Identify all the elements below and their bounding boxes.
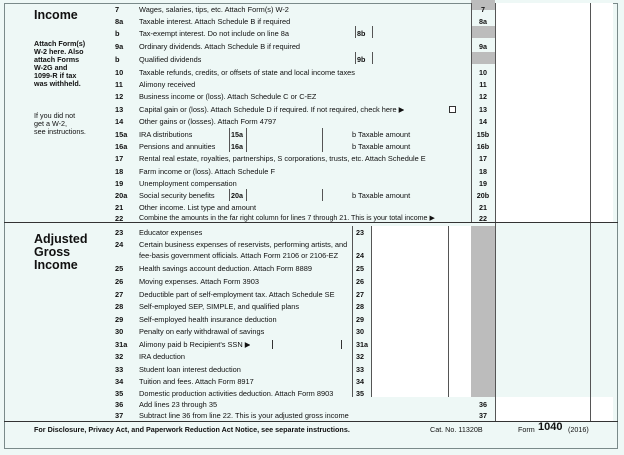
line-number: 12: [115, 92, 124, 101]
line-text: Certain business expenses of reservists, performing artists, and: [139, 240, 348, 249]
side-note-attach-5: 1099-R if tax: [34, 71, 77, 80]
line-text: Penalty on early withdrawal of savings: [139, 327, 265, 336]
inline-box-label: 16a: [231, 142, 243, 151]
mid-line-number: 28: [356, 302, 364, 311]
recipient-ssn-field[interactable]: [272, 340, 342, 349]
line-number: 27: [115, 290, 124, 299]
line-number: 25: [115, 264, 124, 273]
line-number: 11: [115, 80, 123, 89]
line-30: [0, 326, 624, 337]
line-text: Alimony received: [139, 80, 196, 89]
side-note-w2-2: get a W-2,: [34, 119, 68, 128]
line-text: Other gains or (losses). Attach Form 4797: [139, 117, 277, 126]
taxable-amount-label: b Taxable amount: [352, 191, 411, 200]
side-note-w2-1: If you did not: [34, 111, 76, 120]
line-text: Alimony paid b Recipient's SSN ▶: [139, 340, 251, 349]
line-number: 18: [115, 167, 124, 176]
right-line-number: 17: [479, 154, 487, 163]
line-text: Moving expenses. Attach Form 3903: [139, 277, 259, 286]
right-line-number: 13: [479, 105, 487, 114]
line-number: 24: [115, 240, 124, 249]
side-note-attach-6: was withheld.: [34, 79, 81, 88]
line-text: fee-basis government officials. Attach Form 2106 or 2106-EZ: [139, 251, 339, 260]
line-29: [0, 314, 624, 325]
section-title-adjusted-2: Gross: [34, 245, 71, 259]
line-26: [0, 276, 624, 287]
side-note-attach-1: Attach Form(s): [34, 39, 86, 48]
right-line-number: 22: [479, 214, 487, 223]
line-number: 37: [115, 411, 124, 420]
line-text: IRA deduction: [139, 352, 186, 361]
line-text: Deductible part of self-employment tax. Attach Schedule SE: [139, 290, 335, 299]
line-19: [0, 178, 624, 189]
line-8b: [0, 28, 624, 39]
line-9a: [0, 41, 624, 52]
line-number: 13: [115, 105, 124, 114]
line-10: [0, 67, 624, 78]
line-text: Add lines 23 through 35: [139, 400, 218, 409]
line-number: 17: [115, 154, 124, 163]
section-title-income: Income: [34, 8, 78, 22]
line-number: 14: [115, 117, 124, 126]
footer-form-word: Form: [518, 425, 535, 434]
line-number: b: [115, 55, 120, 64]
line-text: Business income or (loss). Attach Schedule C or C-EZ: [139, 92, 317, 101]
line-11: [0, 79, 624, 90]
line-number: 26: [115, 277, 124, 286]
line-number: 35: [115, 389, 124, 398]
right-line-number: 10: [479, 68, 487, 77]
line-text: Capital gain or (loss). Attach Schedule D if required. If not required, check here ▶: [139, 105, 405, 114]
mid-line-number: 26: [356, 277, 364, 286]
line-number: 22: [115, 214, 124, 223]
section-title-adjusted-3: Income: [34, 258, 78, 272]
right-line-number: 11: [479, 80, 487, 89]
line-text: Qualified dividends: [139, 55, 202, 64]
line-25: [0, 263, 624, 274]
line-number: b: [115, 29, 120, 38]
line-text: Combine the amounts in the far right column for lines 7 through 21. This is your total income ▶: [139, 214, 435, 222]
line-number: 19: [115, 179, 124, 188]
line-21: [0, 202, 624, 213]
right-line-number: 19: [479, 179, 487, 188]
line-text: Self-employed SEP, SIMPLE, and qualified plans: [139, 302, 300, 311]
taxable-amount-label: b Taxable amount: [352, 142, 411, 151]
line-number: 10: [115, 68, 124, 77]
mid-line-number: 34: [356, 377, 364, 386]
right-line-number: 21: [479, 203, 487, 212]
right-line-number: 37: [479, 411, 487, 420]
line-number: 36: [115, 400, 124, 409]
footer-year: (2016): [568, 425, 589, 434]
line-text: Wages, salaries, tips, etc. Attach Form(s) W-2: [139, 5, 289, 14]
mid-line-number: 35: [356, 389, 364, 398]
line-number: 29: [115, 315, 124, 324]
line-number: 23: [115, 228, 124, 237]
mid-line-number: 9b: [357, 55, 366, 64]
line-text: IRA distributions: [139, 130, 193, 139]
right-line-number: 9a: [479, 42, 487, 51]
line-17: [0, 153, 624, 164]
line-text: Unemployment compensation: [139, 179, 237, 188]
line-number: 32: [115, 352, 124, 361]
line-text: Subtract line 36 from line 22. This is your adjusted gross income: [139, 411, 349, 420]
line-text: Farm income or (loss). Attach Schedule F: [139, 167, 275, 176]
right-line-number: 20b: [476, 191, 490, 200]
line-text: Student loan interest deduction: [139, 365, 241, 374]
mid-line-number: 8b: [357, 29, 366, 38]
line-text: Domestic production activities deduction. Attach Form 8903: [139, 389, 334, 398]
right-line-number: 36: [479, 400, 487, 409]
line-9b: [0, 54, 624, 65]
line-text: Social security benefits: [139, 191, 215, 200]
line-text: Ordinary dividends. Attach Schedule B if required: [139, 42, 301, 51]
line-36: [0, 399, 624, 410]
line-number: 15a: [115, 130, 128, 139]
footer-form-number: 1040: [538, 421, 563, 433]
line-22: [0, 213, 624, 224]
line-24-cont: [0, 250, 624, 261]
line-text: Tuition and fees. Attach Form 8917: [139, 377, 254, 386]
line-14: [0, 116, 624, 127]
line-15: [0, 129, 624, 140]
taxable-amount-label: b Taxable amount: [352, 130, 411, 139]
line-number: 7: [115, 5, 120, 14]
line-number: 34: [115, 377, 124, 386]
line-text: Educator expenses: [139, 228, 203, 237]
line-text: Tax-exempt interest. Do not include on line 8a: [139, 29, 289, 38]
section-title-adjusted-1: Adjusted: [34, 232, 88, 246]
footer-cat-number: Cat. No. 11320B: [430, 425, 483, 434]
inline-box-label: 15a: [231, 130, 243, 139]
line-37: [0, 410, 624, 421]
line-35: [0, 388, 624, 399]
mid-line-number: 30: [356, 327, 364, 336]
line-number: 9a: [115, 42, 124, 51]
side-note-w2-3: see instructions.: [34, 127, 86, 136]
line-text: Self-employed health insurance deduction: [139, 315, 277, 324]
footer-disclosure: For Disclosure, Privacy Act, and Paperwork Reduction Act Notice, see separate instructions.: [34, 425, 350, 434]
side-note-attach-2: W-2 here. Also: [34, 47, 84, 56]
mid-line-number: 27: [356, 290, 364, 299]
right-line-number: 7: [481, 5, 485, 14]
right-line-number: 14: [479, 117, 487, 126]
mid-line-number: 33: [356, 365, 364, 374]
line-number: 8a: [115, 17, 124, 26]
capital-gain-checkbox[interactable]: [449, 106, 456, 113]
line-13: [0, 104, 624, 115]
line-number: 21: [115, 203, 124, 212]
line-text: Taxable interest. Attach Schedule B if required: [139, 17, 291, 26]
line-text: Pensions and annuities: [139, 142, 216, 151]
right-line-number: 12: [479, 92, 487, 101]
line-12: [0, 91, 624, 102]
line-33: [0, 364, 624, 375]
right-line-number: 8a: [479, 17, 487, 26]
line-16: [0, 141, 624, 152]
line-32: [0, 351, 624, 362]
line-23: [0, 227, 624, 238]
side-note-attach-4: W-2G and: [34, 63, 68, 72]
line-text: Rental real estate, royalties, partnerships, S corporations, trusts, etc. Attach Schedule E: [139, 154, 426, 163]
right-line-number: 15b: [476, 130, 490, 139]
mid-line-number: 23: [356, 228, 364, 237]
line-number: 28: [115, 302, 124, 311]
line-8a: [0, 16, 624, 27]
line-number: 31a: [115, 340, 128, 349]
side-note-attach-3: attach Forms: [34, 55, 80, 64]
line-34: [0, 376, 624, 387]
line-number: 30: [115, 327, 124, 336]
line-27: [0, 289, 624, 300]
mid-line-number: 32: [356, 352, 364, 361]
right-line-number: 16b: [476, 142, 490, 151]
mid-line-number: 24: [356, 251, 364, 260]
mid-line-number: 29: [356, 315, 364, 324]
line-24: [0, 239, 624, 250]
line-text: Taxable refunds, credits, or offsets of state and local income taxes: [139, 68, 355, 77]
line-18: [0, 166, 624, 177]
footer-divider: [4, 421, 618, 422]
line-28: [0, 301, 624, 312]
line-number: 20a: [115, 191, 128, 200]
right-line-number: 18: [479, 167, 487, 176]
inline-box-label: 20a: [231, 191, 243, 200]
line-31a: [0, 339, 624, 350]
line-20: [0, 190, 624, 201]
line-7: [0, 4, 624, 15]
line-text: Other income. List type and amount: [139, 203, 257, 212]
line-number: 33: [115, 365, 124, 374]
line-text: Health savings account deduction. Attach Form 8889: [139, 264, 312, 273]
line-number: 16a: [115, 142, 128, 151]
mid-line-number: 25: [356, 264, 364, 273]
mid-line-number: 31a: [356, 340, 368, 349]
